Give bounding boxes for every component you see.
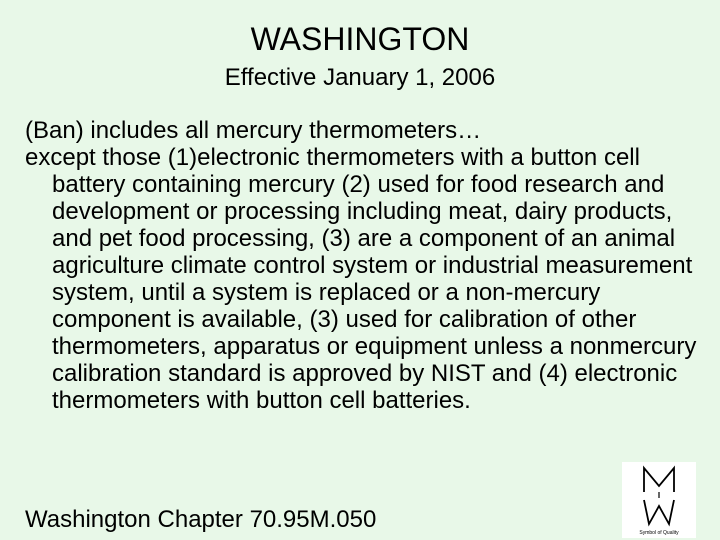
- mw-logo-graphic: [622, 462, 696, 538]
- citation-footer: Washington Chapter 70.95M.050: [25, 506, 377, 533]
- exceptions-paragraph: except those (1)electronic thermometers with a button cell battery containing mercury (2) used for food research and development or processing including meat, dairy products, and pet food processing, (3) are a component of an animal agriculture climate control system or industrial measurement system, until a system is replaced or a non-mercury component is available, (3) used for calibration of other thermometers, apparatus or equipment unless a nonmercury calibration standard is approved by NIST and (4) electronic thermometers with button cell batteries.: [25, 144, 697, 414]
- logo-caption: Symbol of Quality: [639, 530, 679, 536]
- slide-body: [25, 117, 715, 414]
- ban-statement: (Ban) includes all mercury thermometers…: [25, 117, 482, 144]
- slide-title: WASHINGTON: [250, 21, 470, 57]
- mw-logo-icon: [622, 462, 696, 538]
- slide-subtitle: Effective January 1, 2006: [224, 64, 496, 91]
